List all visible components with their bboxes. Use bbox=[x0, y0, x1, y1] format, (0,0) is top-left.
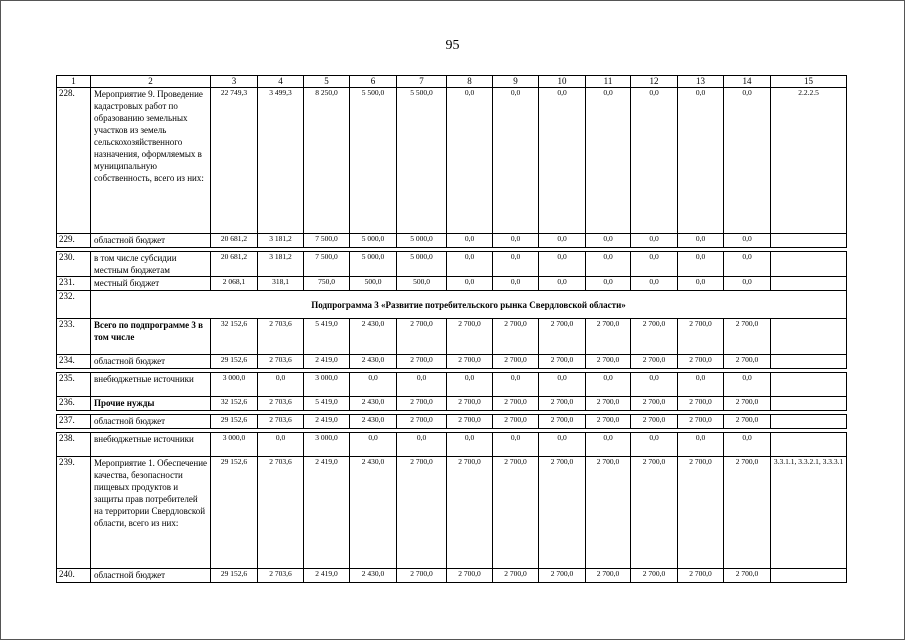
value-cell: 2 703,6 bbox=[258, 397, 304, 411]
value-cell: 2 700,0 bbox=[397, 319, 447, 355]
value-cell: 0,0 bbox=[724, 277, 771, 291]
value-cell: 2 703,6 bbox=[258, 457, 304, 569]
value-cell: 2 068,1 bbox=[211, 277, 258, 291]
value-cell: 29 152,6 bbox=[211, 355, 258, 369]
value-cell: 0,0 bbox=[631, 433, 678, 457]
value-cell: 0,0 bbox=[586, 234, 631, 248]
row-number: 236. bbox=[57, 397, 91, 411]
value-cell: 2 700,0 bbox=[539, 457, 586, 569]
value-cell: 22 749,3 bbox=[211, 88, 258, 234]
value-cell: 2 700,0 bbox=[447, 415, 493, 429]
value-cell: 0,0 bbox=[678, 373, 724, 397]
value-cell: 0,0 bbox=[678, 277, 724, 291]
column-header: 10 bbox=[539, 76, 586, 88]
value-cell: 2 700,0 bbox=[447, 397, 493, 411]
value-cell: 8 250,0 bbox=[304, 88, 350, 234]
value-cell: 29 152,6 bbox=[211, 457, 258, 569]
value-cell: 2 700,0 bbox=[678, 355, 724, 369]
table-row bbox=[57, 373, 847, 397]
value-cell: 2 700,0 bbox=[539, 415, 586, 429]
table-row bbox=[57, 397, 847, 411]
subprogram-title: Подпрограмма 3 «Развитие потребительского рынка Свердловской области» bbox=[91, 291, 847, 319]
value-cell: 0,0 bbox=[539, 277, 586, 291]
value-cell: 2 700,0 bbox=[586, 319, 631, 355]
value-cell: 20 681,2 bbox=[211, 234, 258, 248]
value-cell: 5 419,0 bbox=[304, 319, 350, 355]
value-cell: 29 152,6 bbox=[211, 569, 258, 583]
row-name: внебюджетные источники bbox=[91, 433, 211, 457]
target-reference bbox=[771, 397, 847, 411]
row-name: Мероприятие 9. Проведение кадастровых работ по образованию земельных участков из земель сельскохозяйственного назначения, оформляемых в муниципальную собственность, всего из них: bbox=[91, 88, 211, 234]
row-number: 235. bbox=[57, 373, 91, 397]
row-name: внебюджетные источники bbox=[91, 373, 211, 397]
value-cell: 750,0 bbox=[304, 277, 350, 291]
value-cell: 0,0 bbox=[350, 373, 397, 397]
value-cell: 2 700,0 bbox=[631, 569, 678, 583]
value-cell: 0,0 bbox=[678, 252, 724, 277]
value-cell: 2 703,6 bbox=[258, 415, 304, 429]
row-number: 233. bbox=[57, 319, 91, 355]
value-cell: 0,0 bbox=[539, 88, 586, 234]
column-header: 6 bbox=[350, 76, 397, 88]
value-cell: 0,0 bbox=[586, 277, 631, 291]
column-header: 7 bbox=[397, 76, 447, 88]
column-header: 1 bbox=[57, 76, 91, 88]
target-reference bbox=[771, 277, 847, 291]
value-cell: 0,0 bbox=[586, 252, 631, 277]
row-name: областной бюджет bbox=[91, 569, 211, 583]
value-cell: 2 700,0 bbox=[586, 355, 631, 369]
row-number: 240. bbox=[57, 569, 91, 583]
row-number: 237. bbox=[57, 415, 91, 429]
value-cell: 2 700,0 bbox=[678, 415, 724, 429]
row-number: 239. bbox=[57, 457, 91, 569]
value-cell: 2 430,0 bbox=[350, 457, 397, 569]
value-cell: 3 181,2 bbox=[258, 234, 304, 248]
value-cell: 2 700,0 bbox=[447, 457, 493, 569]
value-cell: 2 430,0 bbox=[350, 415, 397, 429]
value-cell: 2 700,0 bbox=[447, 355, 493, 369]
value-cell: 32 152,6 bbox=[211, 319, 258, 355]
value-cell: 2 700,0 bbox=[397, 397, 447, 411]
value-cell: 3 000,0 bbox=[211, 433, 258, 457]
value-cell: 5 000,0 bbox=[397, 234, 447, 248]
table-row bbox=[57, 415, 847, 429]
value-cell: 2 700,0 bbox=[586, 415, 631, 429]
row-name: Мероприятие 1. Обеспечение качества, безопасности пищевых продуктов и защиты прав потребителей на территории Свердловской области, всего из них: bbox=[91, 457, 211, 569]
value-cell: 2 700,0 bbox=[678, 457, 724, 569]
value-cell: 2 700,0 bbox=[539, 319, 586, 355]
value-cell: 0,0 bbox=[447, 373, 493, 397]
value-cell: 0,0 bbox=[586, 88, 631, 234]
value-cell: 20 681,2 bbox=[211, 252, 258, 277]
value-cell: 2 700,0 bbox=[586, 569, 631, 583]
value-cell: 2 700,0 bbox=[493, 355, 539, 369]
value-cell: 2 700,0 bbox=[586, 457, 631, 569]
value-cell: 2 700,0 bbox=[539, 397, 586, 411]
value-cell: 500,0 bbox=[350, 277, 397, 291]
value-cell: 3 499,3 bbox=[258, 88, 304, 234]
value-cell: 0,0 bbox=[447, 277, 493, 291]
value-cell: 0,0 bbox=[258, 373, 304, 397]
column-header: 13 bbox=[678, 76, 724, 88]
row-name: местный бюджет bbox=[91, 277, 211, 291]
column-header: 14 bbox=[724, 76, 771, 88]
value-cell: 2 700,0 bbox=[493, 569, 539, 583]
value-cell: 2 703,6 bbox=[258, 355, 304, 369]
value-cell: 0,0 bbox=[493, 277, 539, 291]
value-cell: 2 700,0 bbox=[631, 457, 678, 569]
row-number: 230. bbox=[57, 252, 91, 277]
column-header: 11 bbox=[586, 76, 631, 88]
value-cell: 2 700,0 bbox=[724, 457, 771, 569]
value-cell: 2 700,0 bbox=[724, 355, 771, 369]
table-row bbox=[57, 88, 847, 234]
value-cell: 0,0 bbox=[493, 252, 539, 277]
value-cell: 3 181,2 bbox=[258, 252, 304, 277]
value-cell: 0,0 bbox=[447, 234, 493, 248]
value-cell: 0,0 bbox=[539, 433, 586, 457]
value-cell: 0,0 bbox=[631, 88, 678, 234]
value-cell: 5 419,0 bbox=[304, 397, 350, 411]
value-cell: 0,0 bbox=[631, 252, 678, 277]
column-header: 2 bbox=[91, 76, 211, 88]
value-cell: 2 700,0 bbox=[493, 415, 539, 429]
value-cell: 2 700,0 bbox=[724, 319, 771, 355]
row-number: 238. bbox=[57, 433, 91, 457]
value-cell: 0,0 bbox=[447, 88, 493, 234]
row-name: Прочие нужды bbox=[91, 397, 211, 411]
value-cell: 0,0 bbox=[724, 433, 771, 457]
value-cell: 500,0 bbox=[397, 277, 447, 291]
value-cell: 0,0 bbox=[724, 373, 771, 397]
value-cell: 2 430,0 bbox=[350, 355, 397, 369]
value-cell: 0,0 bbox=[397, 433, 447, 457]
table-row bbox=[57, 355, 847, 369]
value-cell: 0,0 bbox=[678, 234, 724, 248]
value-cell: 2 419,0 bbox=[304, 569, 350, 583]
value-cell: 0,0 bbox=[631, 373, 678, 397]
value-cell: 7 500,0 bbox=[304, 234, 350, 248]
value-cell: 2 700,0 bbox=[678, 319, 724, 355]
column-header: 15 bbox=[771, 76, 847, 88]
value-cell: 318,1 bbox=[258, 277, 304, 291]
column-header: 9 bbox=[493, 76, 539, 88]
target-reference: 3.3.1.1, 3.3.2.1, 3.3.3.1 bbox=[771, 457, 847, 569]
value-cell: 0,0 bbox=[724, 88, 771, 234]
row-name: областной бюджет bbox=[91, 415, 211, 429]
value-cell: 2 700,0 bbox=[397, 569, 447, 583]
table-row bbox=[57, 252, 847, 277]
row-name: областной бюджет bbox=[91, 234, 211, 248]
value-cell: 32 152,6 bbox=[211, 397, 258, 411]
value-cell: 2 700,0 bbox=[678, 397, 724, 411]
row-name: Всего по подпрограмме 3 в том числе bbox=[91, 319, 211, 355]
table-row bbox=[57, 569, 847, 583]
value-cell: 2 703,6 bbox=[258, 569, 304, 583]
value-cell: 0,0 bbox=[539, 373, 586, 397]
row-name: в том числе субсидии местным бюджетам bbox=[91, 252, 211, 277]
column-header: 4 bbox=[258, 76, 304, 88]
value-cell: 2 700,0 bbox=[724, 569, 771, 583]
value-cell: 2 700,0 bbox=[397, 457, 447, 569]
value-cell: 5 500,0 bbox=[397, 88, 447, 234]
table-row bbox=[57, 433, 847, 457]
value-cell: 2 700,0 bbox=[631, 319, 678, 355]
row-number: 229. bbox=[57, 234, 91, 248]
value-cell: 0,0 bbox=[258, 433, 304, 457]
value-cell: 0,0 bbox=[724, 252, 771, 277]
value-cell: 0,0 bbox=[447, 433, 493, 457]
value-cell: 2 700,0 bbox=[631, 355, 678, 369]
value-cell: 5 000,0 bbox=[350, 252, 397, 277]
value-cell: 2 700,0 bbox=[586, 397, 631, 411]
value-cell: 0,0 bbox=[586, 373, 631, 397]
table-row bbox=[57, 291, 847, 319]
row-number: 234. bbox=[57, 355, 91, 369]
value-cell: 3 000,0 bbox=[304, 433, 350, 457]
table-row bbox=[57, 319, 847, 355]
target-reference: 2.2.2.5 bbox=[771, 88, 847, 234]
value-cell: 2 430,0 bbox=[350, 569, 397, 583]
value-cell: 0,0 bbox=[493, 88, 539, 234]
column-header: 8 bbox=[447, 76, 493, 88]
target-reference bbox=[771, 355, 847, 369]
value-cell: 7 500,0 bbox=[304, 252, 350, 277]
value-cell: 2 700,0 bbox=[397, 415, 447, 429]
value-cell: 2 700,0 bbox=[724, 415, 771, 429]
value-cell: 0,0 bbox=[493, 373, 539, 397]
value-cell: 0,0 bbox=[539, 252, 586, 277]
value-cell: 5 000,0 bbox=[397, 252, 447, 277]
value-cell: 0,0 bbox=[724, 234, 771, 248]
value-cell: 2 419,0 bbox=[304, 415, 350, 429]
value-cell: 0,0 bbox=[586, 433, 631, 457]
row-number: 228. bbox=[57, 88, 91, 234]
page-number: 95 bbox=[445, 38, 460, 53]
column-header: 5 bbox=[304, 76, 350, 88]
value-cell: 0,0 bbox=[350, 433, 397, 457]
value-cell: 2 430,0 bbox=[350, 397, 397, 411]
target-reference bbox=[771, 373, 847, 397]
value-cell: 0,0 bbox=[631, 277, 678, 291]
value-cell: 0,0 bbox=[397, 373, 447, 397]
column-header-row bbox=[57, 76, 847, 88]
value-cell: 0,0 bbox=[539, 234, 586, 248]
target-reference bbox=[771, 433, 847, 457]
row-number: 232. bbox=[57, 291, 91, 319]
value-cell: 0,0 bbox=[678, 88, 724, 234]
value-cell: 2 419,0 bbox=[304, 355, 350, 369]
value-cell: 2 700,0 bbox=[724, 397, 771, 411]
target-reference bbox=[771, 319, 847, 355]
target-reference bbox=[771, 234, 847, 248]
value-cell: 2 430,0 bbox=[350, 319, 397, 355]
row-name: областной бюджет bbox=[91, 355, 211, 369]
value-cell: 5 000,0 bbox=[350, 234, 397, 248]
table-row bbox=[57, 234, 847, 248]
target-reference bbox=[771, 569, 847, 583]
value-cell: 2 700,0 bbox=[539, 355, 586, 369]
value-cell: 2 700,0 bbox=[539, 569, 586, 583]
value-cell: 2 700,0 bbox=[397, 355, 447, 369]
value-cell: 5 500,0 bbox=[350, 88, 397, 234]
value-cell: 0,0 bbox=[631, 234, 678, 248]
value-cell: 2 700,0 bbox=[447, 569, 493, 583]
value-cell: 0,0 bbox=[678, 433, 724, 457]
value-cell: 2 700,0 bbox=[447, 319, 493, 355]
value-cell: 0,0 bbox=[493, 234, 539, 248]
column-header: 12 bbox=[631, 76, 678, 88]
table-row bbox=[57, 457, 847, 569]
value-cell: 3 000,0 bbox=[211, 373, 258, 397]
target-reference bbox=[771, 415, 847, 429]
value-cell: 2 700,0 bbox=[493, 397, 539, 411]
value-cell: 0,0 bbox=[447, 252, 493, 277]
value-cell: 2 419,0 bbox=[304, 457, 350, 569]
value-cell: 2 703,6 bbox=[258, 319, 304, 355]
value-cell: 2 700,0 bbox=[631, 415, 678, 429]
value-cell: 2 700,0 bbox=[493, 457, 539, 569]
target-reference bbox=[771, 252, 847, 277]
value-cell: 0,0 bbox=[493, 433, 539, 457]
budget-table bbox=[56, 75, 847, 583]
table-row bbox=[57, 277, 847, 291]
value-cell: 2 700,0 bbox=[678, 569, 724, 583]
column-header: 3 bbox=[211, 76, 258, 88]
value-cell: 2 700,0 bbox=[631, 397, 678, 411]
row-number: 231. bbox=[57, 277, 91, 291]
value-cell: 29 152,6 bbox=[211, 415, 258, 429]
value-cell: 2 700,0 bbox=[493, 319, 539, 355]
value-cell: 3 000,0 bbox=[304, 373, 350, 397]
